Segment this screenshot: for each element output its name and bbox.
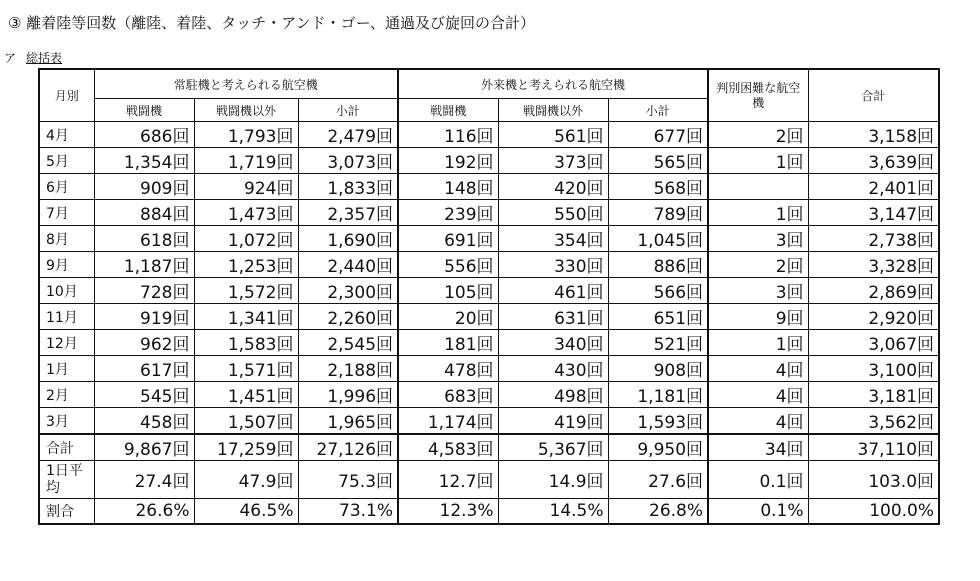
resident-non-fighter-cell: 1,719回 <box>194 148 298 174</box>
resident-subtotal-cell: 2,300回 <box>298 278 398 304</box>
unknown-aircraft-cell: 0.1% <box>708 499 808 525</box>
row-total-cell: 37,110回 <box>808 434 939 461</box>
visitor-non-fighter-cell: 550回 <box>498 200 608 226</box>
visitor-non-fighter-cell: 340回 <box>498 330 608 356</box>
visitor-fighter-cell: 556回 <box>398 252 498 278</box>
resident-fighter-cell: 728回 <box>94 278 194 304</box>
visitor-non-fighter-cell: 419回 <box>498 408 608 435</box>
month-cell: 割合 <box>39 499 94 525</box>
visitor-subtotal-cell: 789回 <box>608 200 708 226</box>
total-column-header: 合計 <box>808 69 939 122</box>
unknown-aircraft-cell: 2回 <box>708 252 808 278</box>
resident-non-fighter-header: 戦闘機以外 <box>194 99 298 122</box>
month-cell: 12月 <box>39 330 94 356</box>
row-total-cell: 3,147回 <box>808 200 939 226</box>
visitor-non-fighter-header: 戦闘機以外 <box>498 99 608 122</box>
month-cell: 5月 <box>39 148 94 174</box>
unknown-aircraft-cell: 1回 <box>708 200 808 226</box>
month-cell: 合計 <box>39 434 94 461</box>
visitor-non-fighter-cell: 631回 <box>498 304 608 330</box>
visitor-subtotal-cell: 886回 <box>608 252 708 278</box>
unknown-column-header: 判別困難な航空機 <box>708 69 808 122</box>
resident-non-fighter-cell: 17,259回 <box>194 434 298 461</box>
visitor-subtotal-cell: 677回 <box>608 122 708 148</box>
resident-fighter-cell: 686回 <box>94 122 194 148</box>
visitor-fighter-cell: 116回 <box>398 122 498 148</box>
visitor-fighter-cell: 148回 <box>398 174 498 200</box>
visitor-non-fighter-cell: 5,367回 <box>498 434 608 461</box>
visitor-non-fighter-cell: 430回 <box>498 356 608 382</box>
visitor-fighter-cell: 683回 <box>398 382 498 408</box>
unknown-aircraft-cell: 9回 <box>708 304 808 330</box>
resident-subtotal-cell: 1,833回 <box>298 174 398 200</box>
resident-fighter-cell: 884回 <box>94 200 194 226</box>
month-cell: 11月 <box>39 304 94 330</box>
resident-fighter-cell: 1,187回 <box>94 252 194 278</box>
unknown-aircraft-cell: 1回 <box>708 330 808 356</box>
table-row <box>39 278 939 304</box>
table-row <box>39 174 939 200</box>
visitor-subtotal-cell: 568回 <box>608 174 708 200</box>
resident-fighter-header: 戦闘機 <box>94 99 194 122</box>
visitor-fighter-cell: 691回 <box>398 226 498 252</box>
resident-fighter-cell: 962回 <box>94 330 194 356</box>
row-total-cell: 3,639回 <box>808 148 939 174</box>
row-total-cell: 2,920回 <box>808 304 939 330</box>
row-total-cell: 103.0回 <box>808 461 939 499</box>
resident-subtotal-cell: 2,440回 <box>298 252 398 278</box>
row-total-cell: 2,738回 <box>808 226 939 252</box>
visitor-fighter-cell: 12.3% <box>398 499 498 525</box>
month-cell: 1日平均 <box>39 461 94 499</box>
resident-subtotal-cell: 75.3回 <box>298 461 398 499</box>
row-total-cell: 3,562回 <box>808 408 939 435</box>
visitor-group-header: 外来機と考えられる航空機 <box>398 69 708 99</box>
resident-non-fighter-cell: 1,572回 <box>194 278 298 304</box>
subtitle-prefix: ア <box>4 51 17 65</box>
month-cell: 9月 <box>39 252 94 278</box>
unknown-aircraft-cell: 1回 <box>708 148 808 174</box>
resident-non-fighter-cell: 1,341回 <box>194 304 298 330</box>
unknown-aircraft-cell: 3回 <box>708 278 808 304</box>
month-cell: 2月 <box>39 382 94 408</box>
ratio-row <box>39 499 939 525</box>
resident-fighter-cell: 617回 <box>94 356 194 382</box>
visitor-non-fighter-cell: 330回 <box>498 252 608 278</box>
visitor-non-fighter-cell: 14.5% <box>498 499 608 525</box>
visitor-fighter-cell: 4,583回 <box>398 434 498 461</box>
visitor-fighter-header: 戦闘機 <box>398 99 498 122</box>
resident-fighter-cell: 545回 <box>94 382 194 408</box>
table-row <box>39 330 939 356</box>
visitor-non-fighter-cell: 498回 <box>498 382 608 408</box>
resident-subtotal-cell: 1,996回 <box>298 382 398 408</box>
resident-subtotal-cell: 27,126回 <box>298 434 398 461</box>
row-total-cell: 2,401回 <box>808 174 939 200</box>
visitor-fighter-cell: 478回 <box>398 356 498 382</box>
resident-non-fighter-cell: 47.9回 <box>194 461 298 499</box>
unknown-aircraft-cell: 0.1回 <box>708 461 808 499</box>
month-cell: 7月 <box>39 200 94 226</box>
visitor-fighter-cell: 239回 <box>398 200 498 226</box>
visitor-non-fighter-cell: 354回 <box>498 226 608 252</box>
resident-subtotal-cell: 3,073回 <box>298 148 398 174</box>
visitor-subtotal-cell: 26.8% <box>608 499 708 525</box>
visitor-subtotal-cell: 651回 <box>608 304 708 330</box>
visitor-subtotal-cell: 908回 <box>608 356 708 382</box>
month-cell: 1月 <box>39 356 94 382</box>
unknown-aircraft-cell: 2回 <box>708 122 808 148</box>
resident-fighter-cell: 909回 <box>94 174 194 200</box>
row-total-cell: 3,067回 <box>808 330 939 356</box>
document-title: ③ 離着陸等回数（離陸、着陸、タッチ・アンド・ゴー、通過及び旋回の合計） <box>8 14 536 32</box>
resident-non-fighter-cell: 1,583回 <box>194 330 298 356</box>
visitor-fighter-cell: 105回 <box>398 278 498 304</box>
unknown-aircraft-cell: 4回 <box>708 356 808 382</box>
subtitle-label: 総括表 <box>26 51 63 65</box>
daily-average-row <box>39 461 939 499</box>
month-cell: 10月 <box>39 278 94 304</box>
visitor-subtotal-cell: 566回 <box>608 278 708 304</box>
visitor-fighter-cell: 192回 <box>398 148 498 174</box>
table-row <box>39 408 939 435</box>
resident-fighter-cell: 27.4回 <box>94 461 194 499</box>
row-total-cell: 2,869回 <box>808 278 939 304</box>
resident-non-fighter-cell: 46.5% <box>194 499 298 525</box>
resident-subtotal-cell: 73.1% <box>298 499 398 525</box>
unknown-aircraft-cell: 34回 <box>708 434 808 461</box>
table-body <box>39 122 939 525</box>
month-cell: 4月 <box>39 122 94 148</box>
resident-non-fighter-cell: 924回 <box>194 174 298 200</box>
month-column-header: 月別 <box>39 69 94 122</box>
resident-fighter-cell: 458回 <box>94 408 194 435</box>
resident-group-header: 常駐機と考えられる航空機 <box>94 69 398 99</box>
resident-subtotal-cell: 1,965回 <box>298 408 398 435</box>
section-subtitle <box>4 50 62 66</box>
resident-subtotal-cell: 1,690回 <box>298 226 398 252</box>
resident-non-fighter-cell: 1,451回 <box>194 382 298 408</box>
table-row <box>39 252 939 278</box>
table-row <box>39 148 939 174</box>
total-row <box>39 434 939 461</box>
month-cell: 3月 <box>39 408 94 435</box>
visitor-fighter-cell: 1,174回 <box>398 408 498 435</box>
row-total-cell: 100.0% <box>808 499 939 525</box>
resident-subtotal-cell: 2,479回 <box>298 122 398 148</box>
month-cell: 6月 <box>39 174 94 200</box>
row-total-cell: 3,100回 <box>808 356 939 382</box>
resident-subtotal-cell: 2,188回 <box>298 356 398 382</box>
row-total-cell: 3,158回 <box>808 122 939 148</box>
table-row <box>39 382 939 408</box>
resident-fighter-cell: 919回 <box>94 304 194 330</box>
row-total-cell: 3,181回 <box>808 382 939 408</box>
resident-non-fighter-cell: 1,473回 <box>194 200 298 226</box>
resident-subtotal-header: 小計 <box>298 99 398 122</box>
unknown-aircraft-cell <box>708 174 808 200</box>
month-cell: 8月 <box>39 226 94 252</box>
visitor-fighter-cell: 20回 <box>398 304 498 330</box>
visitor-non-fighter-cell: 420回 <box>498 174 608 200</box>
visitor-non-fighter-cell: 14.9回 <box>498 461 608 499</box>
unknown-aircraft-cell: 3回 <box>708 226 808 252</box>
table-row <box>39 122 939 148</box>
resident-subtotal-cell: 2,357回 <box>298 200 398 226</box>
unknown-aircraft-cell: 4回 <box>708 382 808 408</box>
row-total-cell: 3,328回 <box>808 252 939 278</box>
visitor-fighter-cell: 12.7回 <box>398 461 498 499</box>
visitor-non-fighter-cell: 373回 <box>498 148 608 174</box>
resident-non-fighter-cell: 1,571回 <box>194 356 298 382</box>
resident-fighter-cell: 26.6% <box>94 499 194 525</box>
visitor-non-fighter-cell: 461回 <box>498 278 608 304</box>
visitor-subtotal-cell: 9,950回 <box>608 434 708 461</box>
visitor-subtotal-cell: 27.6回 <box>608 461 708 499</box>
table-row <box>39 356 939 382</box>
resident-fighter-cell: 9,867回 <box>94 434 194 461</box>
table-header <box>39 69 939 122</box>
visitor-subtotal-header: 小計 <box>608 99 708 122</box>
visitor-subtotal-cell: 1,593回 <box>608 408 708 435</box>
table-row <box>39 304 939 330</box>
resident-fighter-cell: 1,354回 <box>94 148 194 174</box>
resident-fighter-cell: 618回 <box>94 226 194 252</box>
visitor-subtotal-cell: 1,045回 <box>608 226 708 252</box>
visitor-non-fighter-cell: 561回 <box>498 122 608 148</box>
resident-subtotal-cell: 2,545回 <box>298 330 398 356</box>
table-row <box>39 200 939 226</box>
table-row <box>39 226 939 252</box>
resident-subtotal-cell: 2,260回 <box>298 304 398 330</box>
flight-count-table <box>38 68 940 525</box>
visitor-subtotal-cell: 1,181回 <box>608 382 708 408</box>
resident-non-fighter-cell: 1,793回 <box>194 122 298 148</box>
visitor-fighter-cell: 181回 <box>398 330 498 356</box>
visitor-subtotal-cell: 565回 <box>608 148 708 174</box>
unknown-aircraft-cell: 4回 <box>708 408 808 435</box>
visitor-subtotal-cell: 521回 <box>608 330 708 356</box>
resident-non-fighter-cell: 1,507回 <box>194 408 298 435</box>
resident-non-fighter-cell: 1,072回 <box>194 226 298 252</box>
resident-non-fighter-cell: 1,253回 <box>194 252 298 278</box>
